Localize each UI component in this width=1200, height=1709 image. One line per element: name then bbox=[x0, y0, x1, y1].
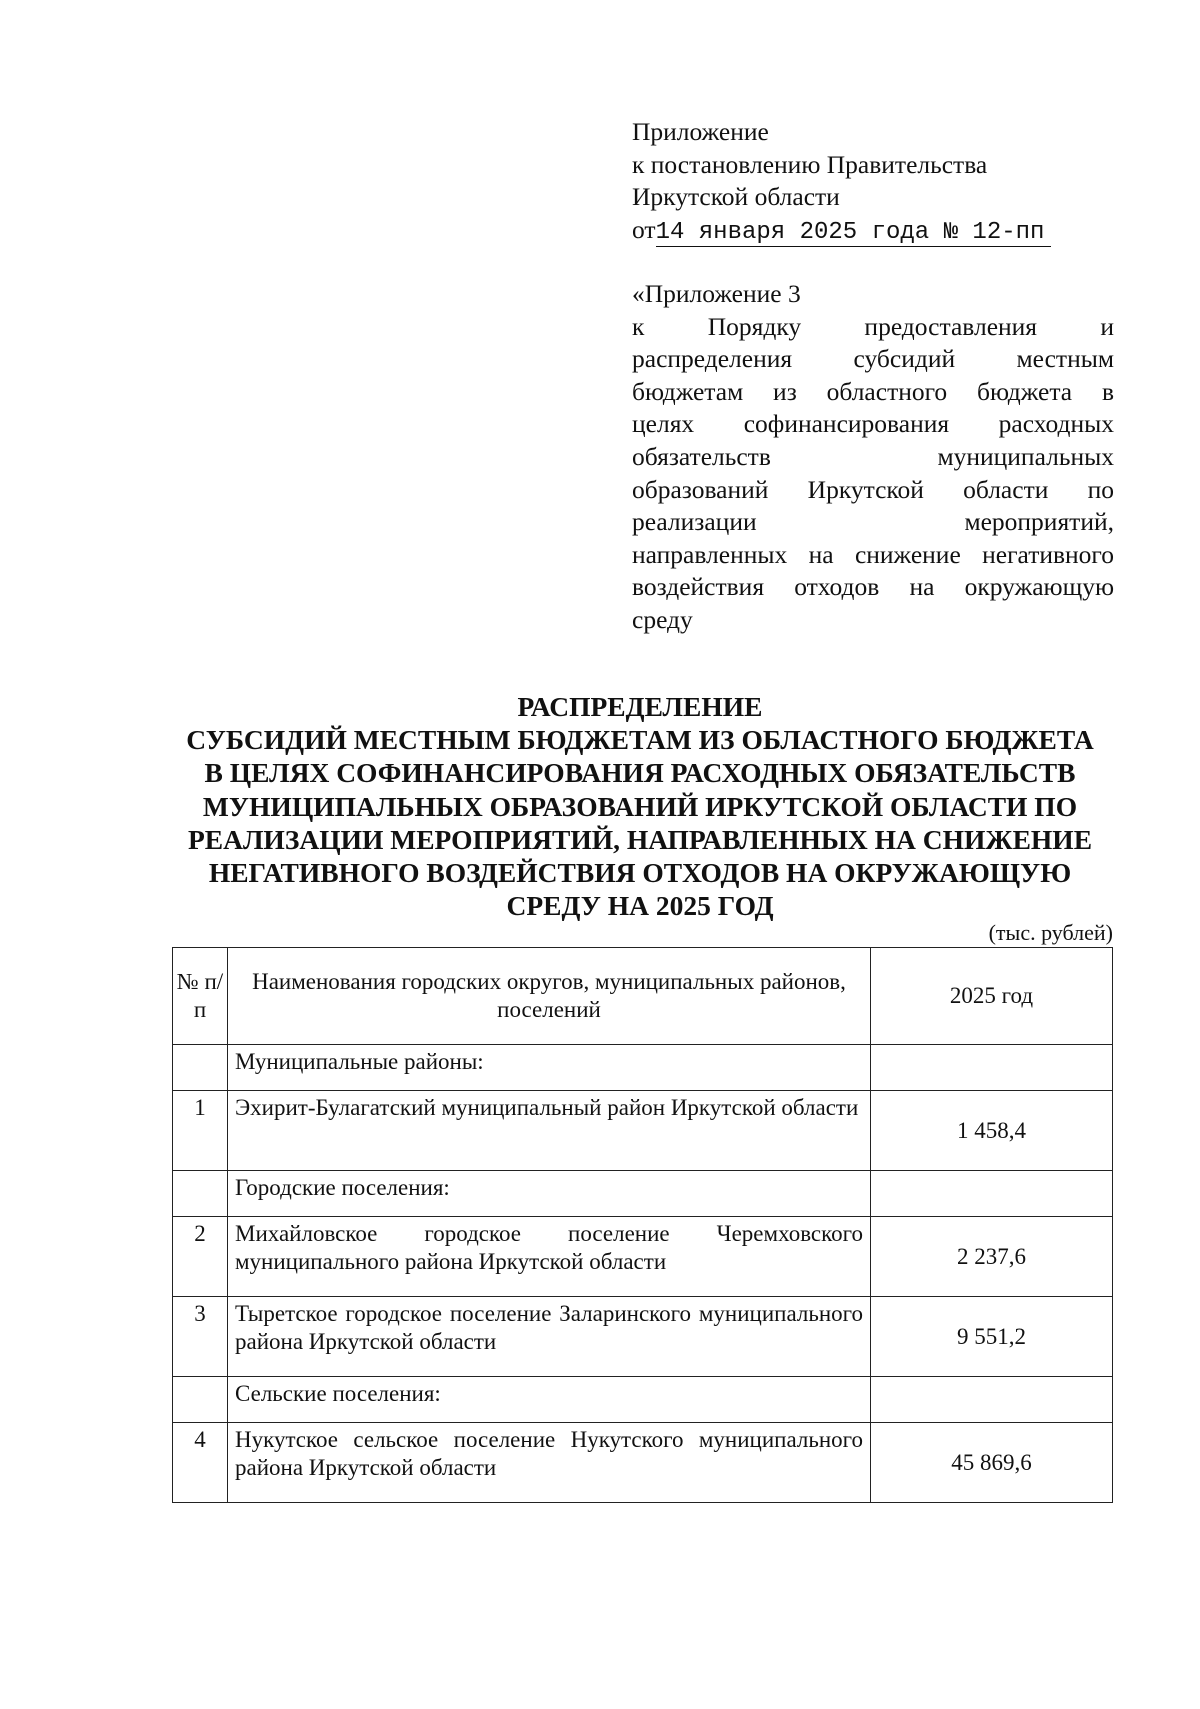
row-name: Эхирит-Булагатский муниципальный район Иркутской области bbox=[228, 1091, 871, 1171]
row-name: Городские поселения: bbox=[228, 1171, 871, 1217]
row-num bbox=[173, 1377, 228, 1423]
resolution-date: 14 января 2025 года № 12-пп bbox=[656, 220, 1051, 247]
document-title bbox=[160, 690, 1120, 922]
date-prefix: от bbox=[632, 214, 656, 244]
table-row bbox=[173, 1423, 1113, 1503]
row-value bbox=[871, 1045, 1113, 1091]
appendix3-line: воздействия отходов на окружающую bbox=[632, 572, 1114, 602]
approval-header bbox=[632, 116, 1112, 247]
resolution-date-line bbox=[632, 214, 1112, 247]
title-line: СУБСИДИЙ МЕСТНЫМ БЮДЖЕТАМ ИЗ ОБЛАСТНОГО БЮДЖЕТА bbox=[186, 724, 1094, 756]
appendix3-line: среду bbox=[632, 604, 693, 634]
row-name: Михайловское городское поселение Черемховского муниципального района Иркутской области bbox=[228, 1217, 871, 1297]
row-name: Муниципальные районы: bbox=[228, 1045, 871, 1091]
header-line-resolution: к постановлению Правительства bbox=[632, 149, 988, 179]
row-name: Нукутское сельское поселение Нукутского муниципального района Иркутской области bbox=[228, 1423, 871, 1503]
title-line: РАСПРЕДЕЛЕНИЕ bbox=[517, 691, 763, 722]
title-line: СРЕДУ НА 2025 ГОД bbox=[506, 890, 774, 922]
row-value: 9 551,2 bbox=[871, 1297, 1113, 1377]
table-header-row bbox=[173, 948, 1113, 1045]
table-row bbox=[173, 1297, 1113, 1377]
table-row bbox=[173, 1217, 1113, 1297]
row-name: Сельские поселения: bbox=[228, 1377, 871, 1423]
row-name: Тыретское городское поселение Заларинского муниципального района Иркутской области bbox=[228, 1297, 871, 1377]
row-num bbox=[173, 1045, 228, 1091]
appendix3-line: образований Иркутской области по bbox=[632, 474, 1114, 504]
row-num: 1 bbox=[173, 1091, 228, 1171]
row-value bbox=[871, 1377, 1113, 1423]
appendix3-title: «Приложение 3 bbox=[632, 279, 801, 308]
table-row-section bbox=[173, 1377, 1113, 1423]
appendix3-line: бюджетам из областного бюджета в bbox=[632, 376, 1114, 406]
title-line: В ЦЕЛЯХ СОФИНАНСИРОВАНИЯ РАСХОДНЫХ ОБЯЗАТЕЛЬСТВ bbox=[204, 757, 1076, 789]
title-line: РЕАЛИЗАЦИИ МЕРОПРИЯТИЙ, НАПРАВЛЕННЫХ НА СНИЖЕНИЕ bbox=[187, 823, 1093, 855]
appendix3-line: целях софинансирования расходных bbox=[632, 409, 1114, 439]
distribution-table bbox=[172, 947, 1113, 1503]
row-num: 2 bbox=[173, 1217, 228, 1297]
row-num bbox=[173, 1171, 228, 1217]
title-line: НЕГАТИВНОГО ВОЗДЕЙСТВИЯ ОТХОДОВ НА ОКРУЖАЮЩУЮ bbox=[208, 857, 1072, 889]
header-line-region: Иркутской области bbox=[632, 182, 840, 211]
table-row-section bbox=[173, 1171, 1113, 1217]
row-num: 3 bbox=[173, 1297, 228, 1377]
units-label: (тыс. рублей) bbox=[988, 920, 1113, 945]
appendix3-line: распределения субсидий местным bbox=[632, 344, 1114, 374]
row-value: 2 237,6 bbox=[871, 1217, 1113, 1297]
row-value bbox=[871, 1171, 1113, 1217]
appendix3-line: реализации мероприятий, bbox=[632, 507, 1114, 537]
header-num: № п/п bbox=[173, 948, 228, 1045]
row-value: 1 458,4 bbox=[871, 1091, 1113, 1171]
header-year: 2025 год bbox=[871, 948, 1113, 1045]
table-row bbox=[173, 1091, 1113, 1171]
appendix3-line: к Порядку предоставления и bbox=[632, 311, 1114, 341]
row-num: 4 bbox=[173, 1423, 228, 1503]
appendix3-line: обязательств муниципальных bbox=[632, 441, 1114, 471]
header-line-appendix: Приложение bbox=[632, 117, 769, 146]
header-name: Наименования городских округов, муниципальных районов, поселений bbox=[228, 948, 871, 1045]
appendix3-block bbox=[632, 278, 1114, 637]
table-row-section bbox=[173, 1045, 1113, 1091]
title-line: МУНИЦИПАЛЬНЫХ ОБРАЗОВАНИЙ ИРКУТСКОЙ ОБЛАСТИ ПО bbox=[202, 790, 1078, 822]
row-value: 45 869,6 bbox=[871, 1423, 1113, 1503]
appendix3-line: направленных на снижение негативного bbox=[632, 539, 1114, 569]
